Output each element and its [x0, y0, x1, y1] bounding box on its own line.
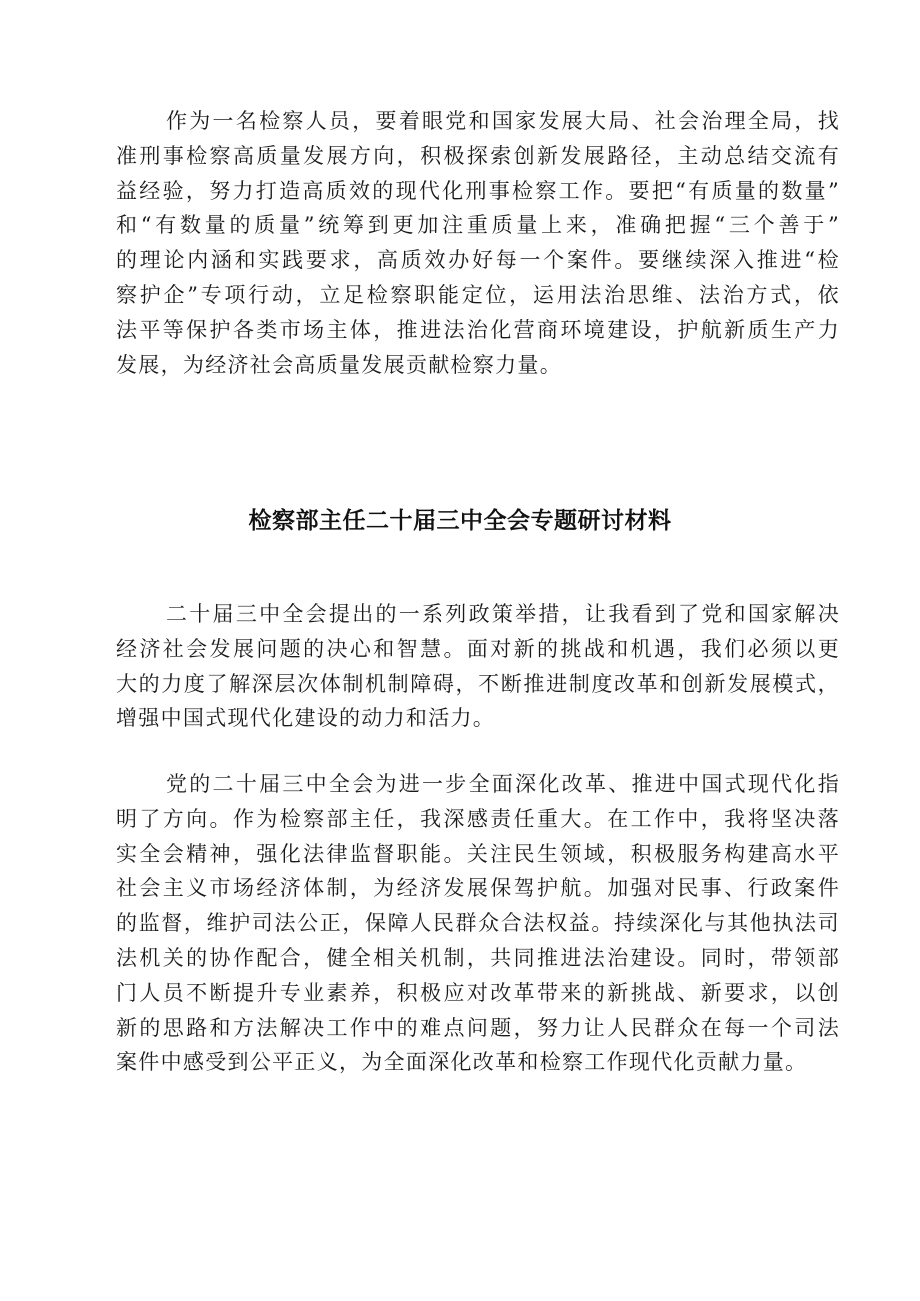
- paragraph-line: 的监督，维护司法公正，保障人民群众合法权益。持续深化与其他执法司: [116, 911, 840, 936]
- paragraph-line: 发展，为经济社会高质量发展贡献检察力量。: [116, 352, 562, 377]
- paragraph-line: 案件中感受到公平正义，为全面深化改革和检察工作现代化贡献力量。: [116, 1050, 808, 1075]
- paragraph-line: 益经验，努力打造高质效的现代化刑事检察工作。要把“有质量的数量”: [116, 178, 840, 203]
- paragraph-line: 党的二十届三中全会为进一步全面深化改革、推进中国式现代化指: [166, 772, 840, 796]
- paragraph-line: 的理论内涵和实践要求，高质效办好每一个案件。要继续深入推进“检: [116, 248, 840, 273]
- paragraph-line: 大的力度了解深层次体制机制障碍，不断推进制度改革和创新发展模式，: [116, 671, 840, 696]
- paragraph-line: 社会主义市场经济体制，为经济发展保驾护航。加强对民事、行政案件: [116, 876, 840, 901]
- paragraph-line: 实全会精神，强化法律监督职能。关注民生领域，积极服务构建高水平: [116, 841, 840, 866]
- paragraph-line: 明了方向。作为检察部主任，我深感责任重大。在工作中，我将坚决落: [116, 806, 840, 831]
- paragraph-line: 经济社会发展问题的决心和智慧。面对新的挑战和机遇，我们必须以更: [116, 636, 840, 661]
- paragraph-line: 作为一名检察人员，要着眼党和国家发展大局、社会治理全局，找: [166, 109, 840, 133]
- paragraph-line: 察护企”专项行动，立足检察职能定位，运用法治思维、法治方式，依: [116, 282, 840, 307]
- article-paragraph-2: [116, 767, 840, 1080]
- top-paragraph: [116, 104, 840, 382]
- paragraph-line: 法平等保护各类市场主体，推进法治化营商环境建设，护航新质生产力: [116, 317, 840, 342]
- paragraph-line: 法机关的协作配合，健全相关机制，共同推进法治建设。同时，带领部: [116, 945, 840, 970]
- paragraph-line: 门人员不断提升专业素养，积极应对改革带来的新挑战、新要求，以创: [116, 980, 840, 1005]
- paragraph-line: 准刑事检察高质量发展方向，积极探索创新发展路径，主动总结交流有: [116, 143, 840, 168]
- paragraph-line: 增强中国式现代化建设的动力和活力。: [116, 706, 496, 731]
- paragraph-line: 和“有数量的质量”统筹到更加注重质量上来，准确把握“三个善于”: [116, 213, 840, 238]
- article-paragraph-1: [116, 597, 840, 736]
- article-title: 检察部主任二十届三中全会专题研讨材料: [248, 508, 672, 534]
- paragraph-line: 新的思路和方法解决工作中的难点问题，努力让人民群众在每一个司法: [116, 1015, 840, 1040]
- paragraph-line: 二十届三中全会提出的一系列政策举措，让我看到了党和国家解决: [166, 602, 840, 626]
